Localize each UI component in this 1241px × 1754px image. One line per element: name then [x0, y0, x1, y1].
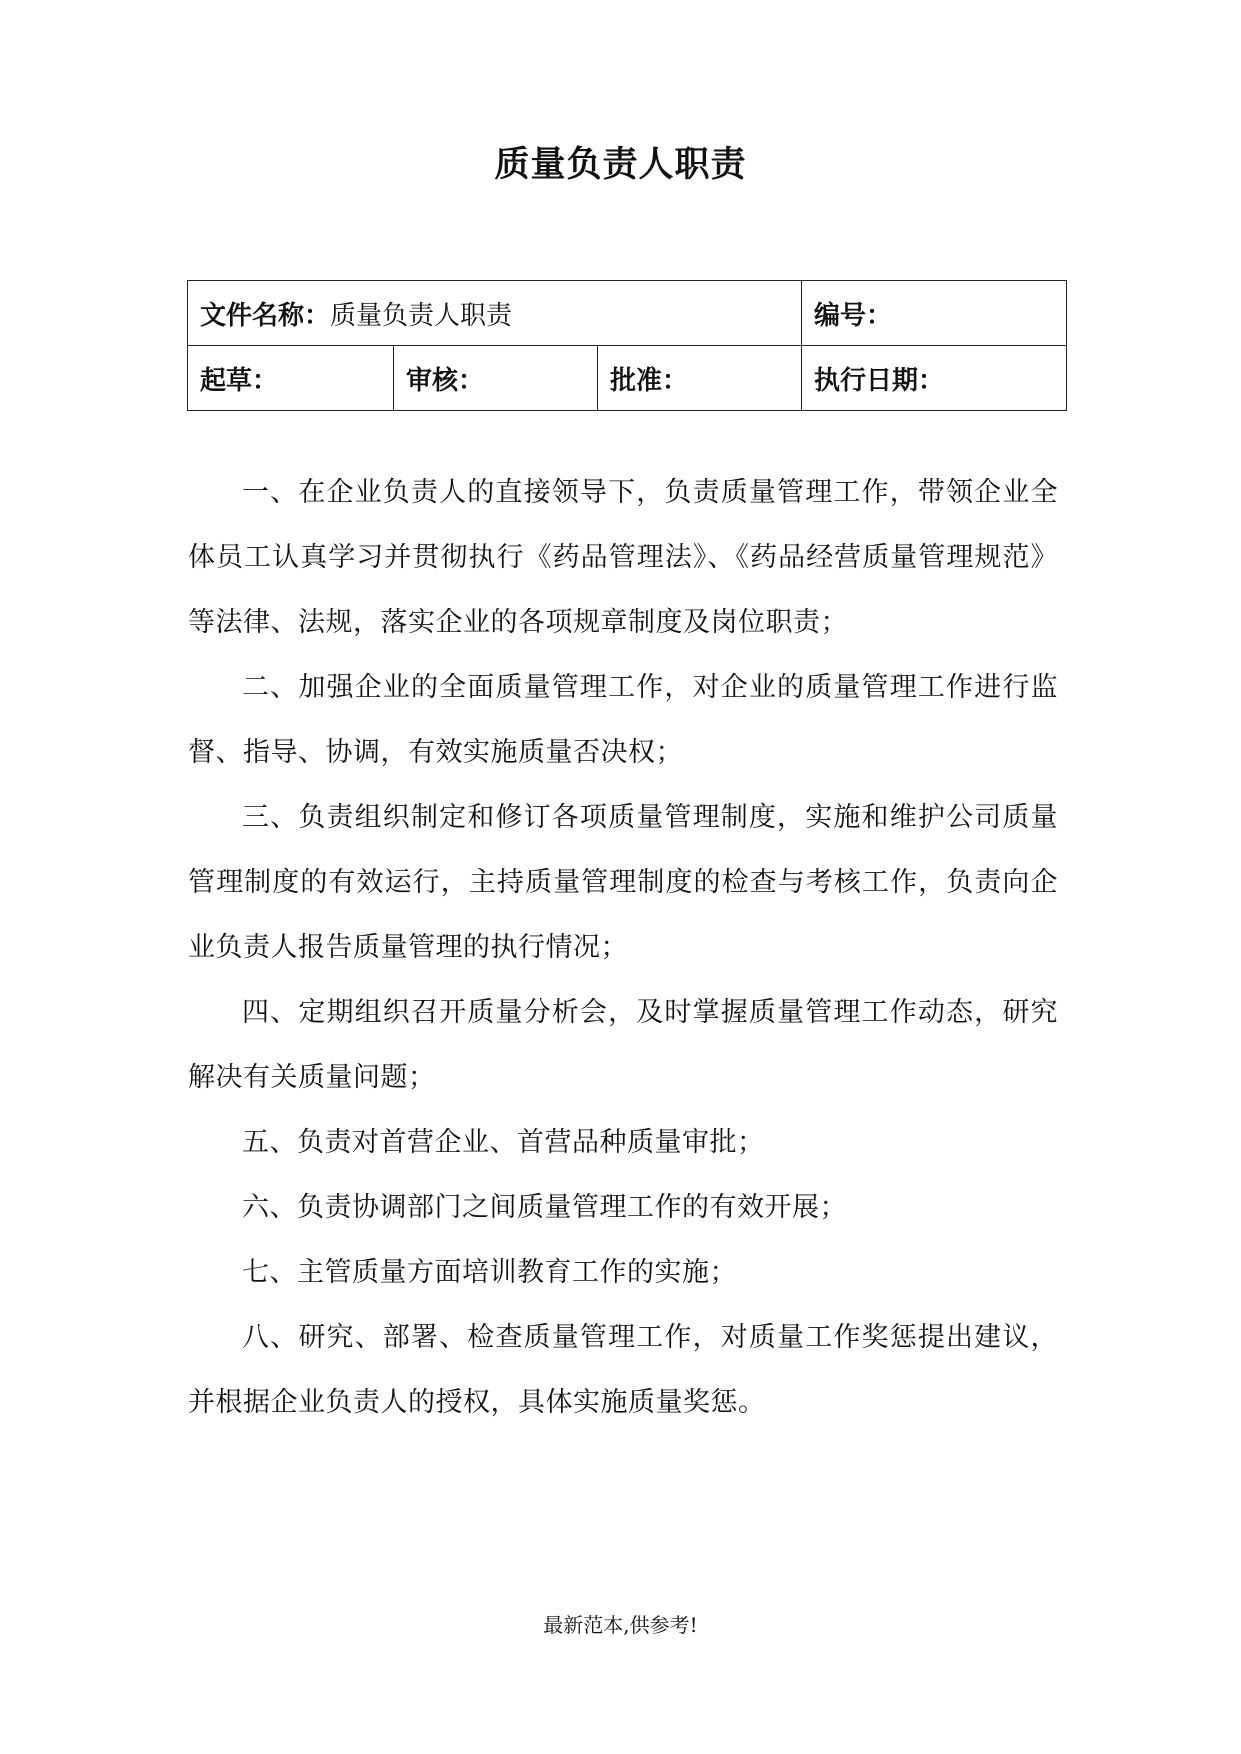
duties-body: [188, 460, 1058, 1435]
duty-paragraph-1: 一、在企业负责人的直接领导下，负责质量管理工作，带领企业全体员工认真学习并贯彻执行《药品管理法》、《药品经营质量管理规范》等法律、法规，落实企业的各项规章制度及岗位职责；: [188, 477, 1058, 638]
approve-cell: [598, 346, 802, 411]
page-footer: 最新范本,供参考!: [543, 1613, 698, 1637]
exec-date-cell: [802, 346, 1067, 411]
review-label: 审核：: [406, 365, 485, 396]
draft-label: 起草：: [200, 365, 279, 396]
file-name-cell: [188, 281, 802, 346]
duty-paragraph-6: 六、负责协调部门之间质量管理工作的有效开展；: [242, 1192, 847, 1223]
duty-paragraph-5: 五、负责对首营企业、首营品种质量审批；: [242, 1127, 765, 1158]
duty-paragraph-4: 四、定期组织召开质量分析会，及时掌握质量管理工作动态，研究解决有关质量问题；: [188, 997, 1058, 1093]
number-label: 编号：: [814, 300, 893, 331]
info-row-approval: [188, 346, 1067, 411]
review-cell: [394, 346, 598, 411]
duty-paragraph-8: 八、研究、部署、检查质量管理工作，对质量工作奖惩提出建议，并根据企业负责人的授权，具体实施质量奖惩。: [188, 1322, 1058, 1418]
approve-label: 批准：: [610, 365, 689, 396]
duty-paragraph-3: 三、负责组织制定和修订各项质量管理制度，实施和维护公司质量管理制度的有效运行，主持质量管理制度的检查与考核工作，负责向企业负责人报告质量管理的执行情况；: [188, 802, 1058, 963]
info-row-file: [188, 281, 1067, 346]
duty-paragraph-2: 二、加强企业的全面质量管理工作，对企业的质量管理工作进行监督、指导、协调，有效实施质量否决权；: [188, 672, 1058, 768]
draft-cell: [188, 346, 394, 411]
document-info-table: [187, 280, 1067, 411]
number-cell: [802, 281, 1067, 346]
file-name-label: 文件名称：: [200, 300, 331, 331]
file-name-value: 质量负责人职责: [330, 300, 513, 331]
document-title: 质量负责人职责: [494, 144, 747, 185]
exec-date-label: 执行日期：: [814, 365, 945, 396]
duty-paragraph-7: 七、主管质量方面培训教育工作的实施；: [242, 1257, 737, 1288]
